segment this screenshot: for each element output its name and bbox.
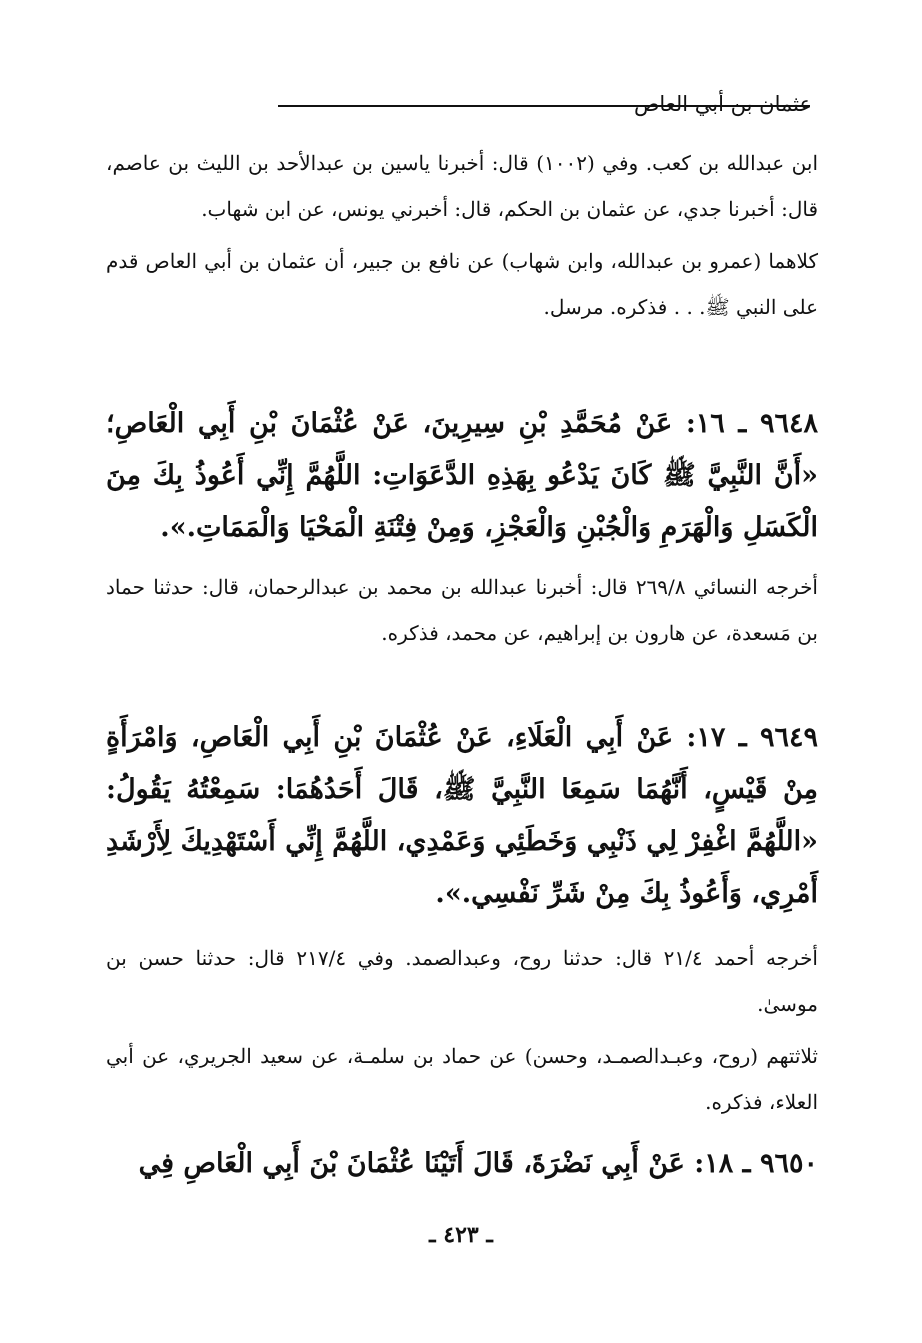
hadith-9650: ٩٦٥٠ ـ ١٨: عَنْ أَبِي نَضْرَةَ، قَالَ أَتَيْنَا عُثْمَانَ بْنَ أَبِي الْعَاصِ فِي bbox=[138, 1148, 818, 1179]
intro-notes bbox=[106, 140, 818, 330]
hadith-9649: ٩٦٤٩ ـ ١٧: عَنْ أَبِي الْعَلَاءِ، عَنْ عُثْمَانَ بْنِ أَبِي الْعَاصِ، وَامْرَأَةٍ مِنْ قَيْسٍ، أَنَّهُمَا سَمِعَا النَّبِيَّ ﷺ، قَالَ أَحَدُهُمَا: سَمِعْتُهُ يَقُولُ: «اللَّهُمَّ اغْفِرْ لِي ذَنْبِي وَخَطَئِي وَعَمْدِي، اللَّهُمَّ إِنِّي أَسْتَهْدِيكَ لِأَرْشَدِ أَمْرِي، وَأَعُوذُ بِكَ مِنْ شَرِّ نَفْسِي.». bbox=[106, 722, 818, 909]
page-number: ـ ٤٢٣ ـ bbox=[429, 1222, 493, 1248]
takhrij-paragraph: ثلاثتهم (روح، وعبـدالصمـد، وحسن) عن حماد بن سلمـة، عن سعيد الجريري، عن أبي العلاء، فذكره. bbox=[106, 1044, 818, 1114]
intro-paragraph: ابن عبدالله بن كعب. وفي (١٠٠٢) قال: أخبرنا ياسين بن عبدالأحد بن الليث بن عاصم، قال: أخبرنا جدي، عن عثمان بن الحكم، قال: أخبرني يونس، عن ابن شهاب. bbox=[106, 151, 819, 221]
takhrij-paragraph: أخرجه أحمد ٢١/٤ قال: حدثنا روح، وعبدالصمد. وفي ٢١٧/٤ قال: حدثنا حسن بن موسىٰ. bbox=[106, 946, 818, 1016]
hadith-9648: ٩٦٤٨ ـ ١٦: عَنْ مُحَمَّدِ بْنِ سِيرِينَ، عَنْ عُثْمَانَ بْنِ أَبِي الْعَاصِ؛ «أَنَّ النَّبِيَّ ﷺ كَانَ يَدْعُو بِهَذِهِ الدَّعَوَاتِ: اللَّهُمَّ إِنِّي أَعُوذُ بِكَ مِنَ الْكَسَلِ وَالْهَرَمِ وَالْجُبْنِ وَالْعَجْزِ، وَمِنْ فِتْنَةِ الْمَحْيَا وَالْمَمَاتِ.». bbox=[106, 408, 818, 543]
header-rule bbox=[278, 105, 810, 107]
takhrij-9649 bbox=[106, 935, 818, 1125]
running-header-title: عثمان بن أبي العاص bbox=[633, 92, 812, 116]
intro-paragraph: كلاهما (عمرو بن عبدالله، وابن شهاب) عن نافع بن جبير، أن عثمان بن أبي العاص قدم على النبي ﷺ. . . فذكره. مرسل. bbox=[106, 249, 818, 319]
takhrij-9648: أخرجه النسائي ٢٦٩/٨ قال: أخبرنا عبدالله بن محمد بن عبدالرحمان، قال: حدثنا حماد بن مَسعدة، عن هارون بن إبراهيم، عن محمد، فذكره. bbox=[106, 575, 818, 645]
